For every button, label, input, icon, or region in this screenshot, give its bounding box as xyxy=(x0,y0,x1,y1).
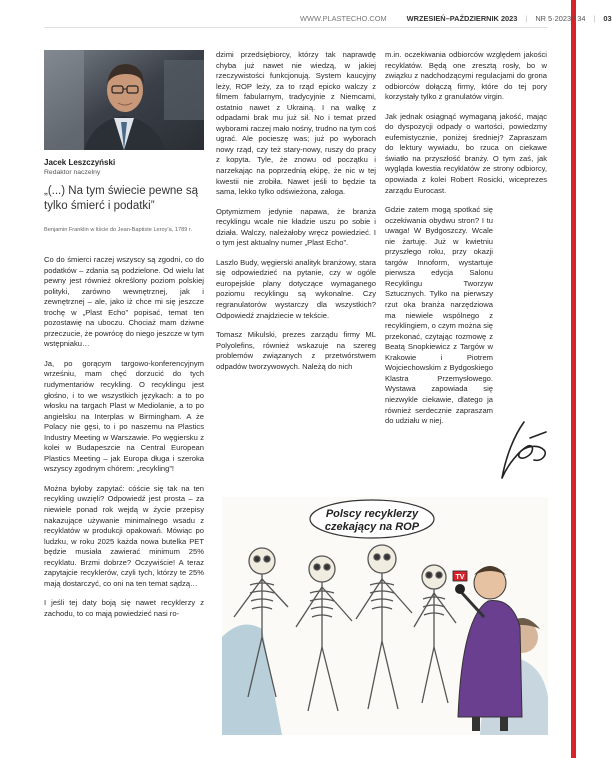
page-edge-accent-bar xyxy=(571,0,576,758)
paragraph: Optymizmem jedynie napawa, że branża recyklingu wcale nie kładzie uszu po sobie i działa. Walczy, należałoby wręcz powiedzieć. I o tym jest aktualny numer „Plast Echo”. xyxy=(216,206,376,248)
running-header xyxy=(300,11,612,25)
cartoon-illustration xyxy=(222,497,548,735)
header-date: WRZESIEŃ–PAŹDZIERNIK 2023 xyxy=(406,13,518,23)
mic-flag-label: TV xyxy=(455,574,465,581)
header-issue: NR 5·2023 / 34 xyxy=(535,13,586,23)
paragraph: Można byłoby zapytać: cóście się tak na ten recykling uwzięli? Odpowiedź jest prosta – za niewiele ponad rok wejdą w życie przepisy nakazujące używanie minimalnego wsadu z recyklatów w produkcji opakowań. Mówiąc po ludzku, w roku 2025 każda nowa butelka PET będzie musiała zawierać minimum 25% recyklatu. Brzmi dobrze? Oczywiście! A teraz zapytajcie recyklerów, czyli tych, którzy te 25% mają dostarczyć, co oni na ten temat sądzą… xyxy=(44,483,204,588)
header-page-number: 03 xyxy=(603,13,612,23)
author-name: Jacek Leszczyński xyxy=(44,158,116,167)
cartoon-caption-line-1: Polscy recyklerzy xyxy=(325,508,419,520)
author-signature xyxy=(494,416,554,484)
pull-quote-source: Benjamin Franklin w liście do Jean-Baptiste Leroy’a, 1789 r. xyxy=(44,227,192,233)
header-rule xyxy=(44,27,548,28)
cartoon-caption-line-2: czekający na ROP xyxy=(324,521,420,533)
paragraph: Co do śmierci raczej wszyscy są zgodni, co do podatków – zdania są podzielone. Od wielu lat pewny jest również określony poziom polskiej polityki, zarówno wewnętrznej, jak i zewnętrznej – ale, jako iż chce mi się jeszcze trochę w „Plast Echo” popisać, temat ten pozostawię na uboczu. Chociaż mam dziwne przeczucie, że powrócę do niego jeszcze w tym wstępniaku… xyxy=(44,255,204,349)
author-role: Redaktor naczelny xyxy=(44,169,101,176)
text-column-1 xyxy=(44,255,204,629)
paragraph: Ja, po gorącym targowo-konferencyjnym wrześniu, mam chęć dorzucić do tych rudymentariów recykling. O recyklingu jest głośno, i to we wszystkich językach: a to po włosku na targach Plast w Mediolanie, a to po angielsku na Interplas w Birmingham. A że Polacy nie gęsi, to i po naszemu na Plastics Industry Meeting w Warszawie. Po węgiersku z kolei w Budapeszcie na Central European Plastics Meeting – jak Europa długa i szeroka wszyscy zgodnym chórem: „recykling”! xyxy=(44,358,204,474)
author-photo-illustration xyxy=(44,50,204,150)
paragraph: Gdzie zatem mogą spotkać się oczekiwania obydwu stron? I tu uwaga! W Bydgoszczy. Wcale nie żartuję. Już w kwietniu przyszłego roku, przy okazji targów Innoform, wystartuje pierwsza edycja Salonu Recyklingu Tworzyw Sztucznych. Tylko na pierwszy rzut oka branża narzędziowa ma niewiele wspólnego z recyklingiem, o czym można się przekonać, czytając rozmowę z Beatą Snopkiewicz z Targów w Krakowie i Piotrem Wojciechowskim z Bydgoskiego Klastra Przemysłowego. Wystawa zapowiada się niezwykle ciekawie, dlatego ja również serdecznie zapraszam do udziału w niej. xyxy=(385,205,493,426)
paragraph: dzimi przedsiębiorcy, którzy tak naprawdę chyba już nawet nie wiedzą, w jakiej rzeczywistości funkcjonują. System kaucyjny leży, ROP leży, za to rząd epicko walczy z filmem fabularnym, tradycyjnie z Niemcami, ostatnio nawet z Ukrainą. I na walkę z odpadami brak mu już sił. No i temat przed wyborami raczej mało nośny, trudno na tym coś ugrać. Ale pocieszę was; już po wyborach nowy rząd, czy też stary-nowy, ruszy do pracy z kopyta. Tyle, że znowu od początku i narzekając na poprzednią ekipę, że nic w tej kwestii nie zrobiła. Nawet jeśli to będzie ta sama, lekko tylko odświeżona, załoga. xyxy=(216,50,376,197)
header-separator: | xyxy=(525,13,528,23)
author-photo xyxy=(44,50,204,150)
header-site: WWW.PLASTECHO.COM xyxy=(300,13,387,23)
paragraph: Jak jednak osiągnąć wymaganą jakość, mając do dyspozycji odpady o wartości, powiedzmy eufemistycznie, poniżej średniej? Zapraszam do lektury wywiadu, bo rzuca on ciekawe światło na przyszłość branży. O tym zaś, jak wygląda kwestia recyklatów ze strony odbiorcy, opowiada z kolei Robert Rosicki, wiceprezes zarządu Eurocast. xyxy=(385,111,547,195)
paragraph: m.in. oczekiwania odbiorców względem jakości recyklatów. Będą one zresztą rosły, bo w związku z nadchodzącymi regulacjami do grona odbiorców dołączą firmy, które do tej pory korzystały tylko z granulatów virgin. xyxy=(385,50,547,102)
text-column-3 xyxy=(385,50,547,436)
text-column-2 xyxy=(216,50,376,381)
paragraph: I jeśli tej daty boją się nawet recyklerzy z zachodu, to co mają powiedzieć nasi ro- xyxy=(44,598,204,618)
pull-quote: „(...) Na tym świecie pewne są tylko śmierć i podatki” xyxy=(44,185,199,212)
header-separator: | xyxy=(593,13,596,23)
paragraph: Laszlo Budy, węgierski analityk branżowy, stara się odpowiedzieć na pytanie, czy w ogóle europejskie plany dotyczące wymaganego poziomu recyklingu są wykonalne. Czy regranulatorów wystarczy dla wszystkich? Odpowiedź znajdziecie w tekście. xyxy=(216,257,376,320)
paragraph: Tomasz Mikulski, prezes zarządu firmy ML Polyolefins, również wskazuje na szereg problemów związanych z przetwórstwem odpadów tworzywowych. Należą do nich xyxy=(216,330,376,371)
